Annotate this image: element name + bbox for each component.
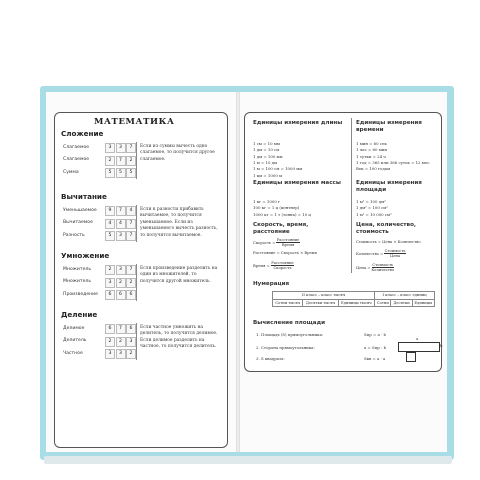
unit-line: 1 дм = 10 см <box>253 147 280 153</box>
section-heading: Деление <box>61 310 98 319</box>
number-cell: 5 <box>116 168 126 178</box>
number-cell: 3 <box>116 349 126 359</box>
area-rule-2: 2. Сторона прямоугольника: <box>256 345 315 350</box>
number-cell: 6 <box>105 290 115 300</box>
unit-line: 1 км = 1000 м <box>253 172 283 178</box>
area-rule-1: 1. Площадь (S) прямоугольника: <box>256 332 324 337</box>
row-label: Множитель <box>63 279 92 284</box>
unit-line: 1 час = 60 мин <box>356 147 387 153</box>
row-label: Делитель <box>63 338 87 343</box>
row-label: Разность <box>63 232 85 238</box>
number-cell: 2 <box>126 278 136 288</box>
column-divider <box>351 118 352 273</box>
number-cell: 6 <box>116 290 126 300</box>
row-label: Слагаемое <box>63 144 90 150</box>
row-label: Множитель <box>63 266 92 272</box>
unit-line: 1 м² = 10 000 см² <box>356 211 392 217</box>
rule-text: Если из суммы вычесть одно слагаемое, то получится другое слагаемое. <box>140 144 215 162</box>
unit-line: 1 мин = 60 сек <box>356 141 387 146</box>
mass-heading: Единицы измерения массы <box>253 180 341 186</box>
unit-line: 1 м² = 100 дм² <box>356 199 386 204</box>
area-formula-3: Sкв = a · a <box>364 356 386 361</box>
cost-formula: Стоимость = Цена × Количество <box>356 240 421 244</box>
unit-line: 1 год = 365 или 366 суток = 12 мес. <box>356 159 431 165</box>
area-formula-2: a = Sпр : b <box>364 345 387 350</box>
number-cell: 3 <box>116 265 126 275</box>
price-formula: Цена = Стоимость Количество <box>356 263 395 272</box>
number-cell: 9 <box>105 206 115 216</box>
number-cell: 7 <box>126 265 136 275</box>
square-icon <box>406 352 416 362</box>
length-heading: Единицы измерения длины <box>253 120 343 126</box>
divider-line <box>136 142 137 179</box>
number-cell: 3 <box>116 143 126 153</box>
unit-line: Век = 100 годам <box>356 166 391 172</box>
unit-line: 1 см = 10 мм <box>253 141 280 146</box>
number-cell: 6 <box>105 324 115 334</box>
number-cell: 2 <box>105 156 115 166</box>
unit-line: 1 м = 100 см = 1000 мм <box>253 166 303 172</box>
number-cell: 3 <box>105 278 115 288</box>
number-cell: 3 <box>116 231 126 241</box>
section-heading: Вычитание <box>61 192 107 201</box>
section-heading: Сложение <box>61 129 104 138</box>
number-cell: 2 <box>126 156 136 166</box>
time-heading: Единицы измерения времени <box>356 120 422 133</box>
row-label: Делимое <box>63 325 85 331</box>
area-formula-1: Sпр = a · b <box>364 332 387 337</box>
number-cell: 3 <box>105 143 115 153</box>
area-rule-3: 3. S квадрата: <box>256 356 285 361</box>
unit-line: 1000 кг = 1 т (тонна) = 10 ц <box>253 211 311 217</box>
area-units-heading: Единицы измерения площади <box>356 180 422 193</box>
row-label: Сумма <box>63 169 79 175</box>
speed-formula: Скорость = Расстояние Время <box>253 238 300 247</box>
number-cell: 3 <box>126 337 136 347</box>
unit-line: 1 дм = 100 мм <box>253 153 283 159</box>
time-formula: Время = Расстояние Скорость <box>253 261 294 270</box>
row-label: Вычитаемое <box>63 220 93 225</box>
number-cell: 2 <box>105 337 115 347</box>
unit-line: 1 кг = 1000 г <box>253 199 281 204</box>
number-cell: 5 <box>126 168 136 178</box>
divider-line <box>136 264 137 301</box>
unit-line: 1 дм² = 100 см² <box>356 205 388 211</box>
rule-text: Если частное умножить на делитель, то получится делимое. Если делимое разделить на частное, то получится делитель. <box>140 325 218 350</box>
number-cell: 7 <box>116 206 126 216</box>
rank-cell: Сотни <box>375 299 391 307</box>
price-heading: Цена, количество, стоимость <box>356 222 417 235</box>
units-class: I класс – класс единиц <box>375 292 435 300</box>
number-cell: 5 <box>105 231 115 241</box>
side-b-label: b <box>440 343 443 348</box>
rank-cell: Десятки тысяч <box>303 299 338 307</box>
rank-cell: Единицы тысяч <box>338 299 375 307</box>
divider-line <box>136 205 137 242</box>
unit-line: 1 сутки = 24 ч <box>356 153 386 159</box>
number-cell: 4 <box>126 206 136 216</box>
number-cell: 6 <box>126 324 136 334</box>
number-cell: 7 <box>126 143 136 153</box>
number-cell: 5 <box>105 168 115 178</box>
number-cell: 7 <box>116 156 126 166</box>
row-label: Произведение <box>63 291 98 297</box>
row-label: Слагаемое <box>63 157 90 162</box>
distance-formula: Расстояние = Скорость × Время <box>253 251 317 255</box>
number-cell: 4 <box>116 219 126 229</box>
row-label: Частное <box>63 350 83 356</box>
numeration-table <box>272 291 435 307</box>
numeration-heading: Нумерация <box>253 281 290 287</box>
unit-line: 1 м = 10 дм <box>253 159 278 165</box>
number-cell: 2 <box>116 278 126 288</box>
side-a-label: a <box>416 336 419 341</box>
area-calc-heading: Вычисление площади <box>253 320 326 326</box>
number-cell: 7 <box>126 231 136 241</box>
rank-cell: Десятки <box>391 299 412 307</box>
number-cell: 6 <box>126 290 136 300</box>
page-title: МАТЕМАТИКА <box>94 117 175 127</box>
cover-edge <box>44 456 452 464</box>
divider-line <box>136 323 137 360</box>
rectangle-icon <box>398 342 440 352</box>
unit-line: 100 кг = 1 ц (центнер) <box>253 205 300 211</box>
row-label: Уменьшаемое <box>63 207 97 213</box>
number-cell: 3 <box>105 349 115 359</box>
number-cell: 2 <box>105 265 115 275</box>
book-spine <box>236 92 240 452</box>
rank-cell: Единицы <box>412 299 435 307</box>
rank-cell: Сотни тысяч <box>273 299 303 307</box>
number-cell: 7 <box>126 219 136 229</box>
quantity-formula: Количество = Стоимость Цена <box>356 249 406 258</box>
rule-text: Если к разности прибавить вычитаемое, то получится уменьшаемое. Если из уменьшаемого вычесть разность, то получится вычитаемое. <box>140 207 218 238</box>
number-cell: 2 <box>126 349 136 359</box>
speed-heading: Скорость, время, расстояние <box>253 222 309 235</box>
number-cell: 4 <box>105 219 115 229</box>
rule-text: Если произведение разделить на один из множителей, то получится другой множитель. <box>140 266 218 284</box>
section-heading: Умножение <box>61 251 110 260</box>
number-cell: 2 <box>116 337 126 347</box>
thousands-class: II класс – класс тысяч <box>273 292 375 300</box>
number-cell: 7 <box>116 324 126 334</box>
